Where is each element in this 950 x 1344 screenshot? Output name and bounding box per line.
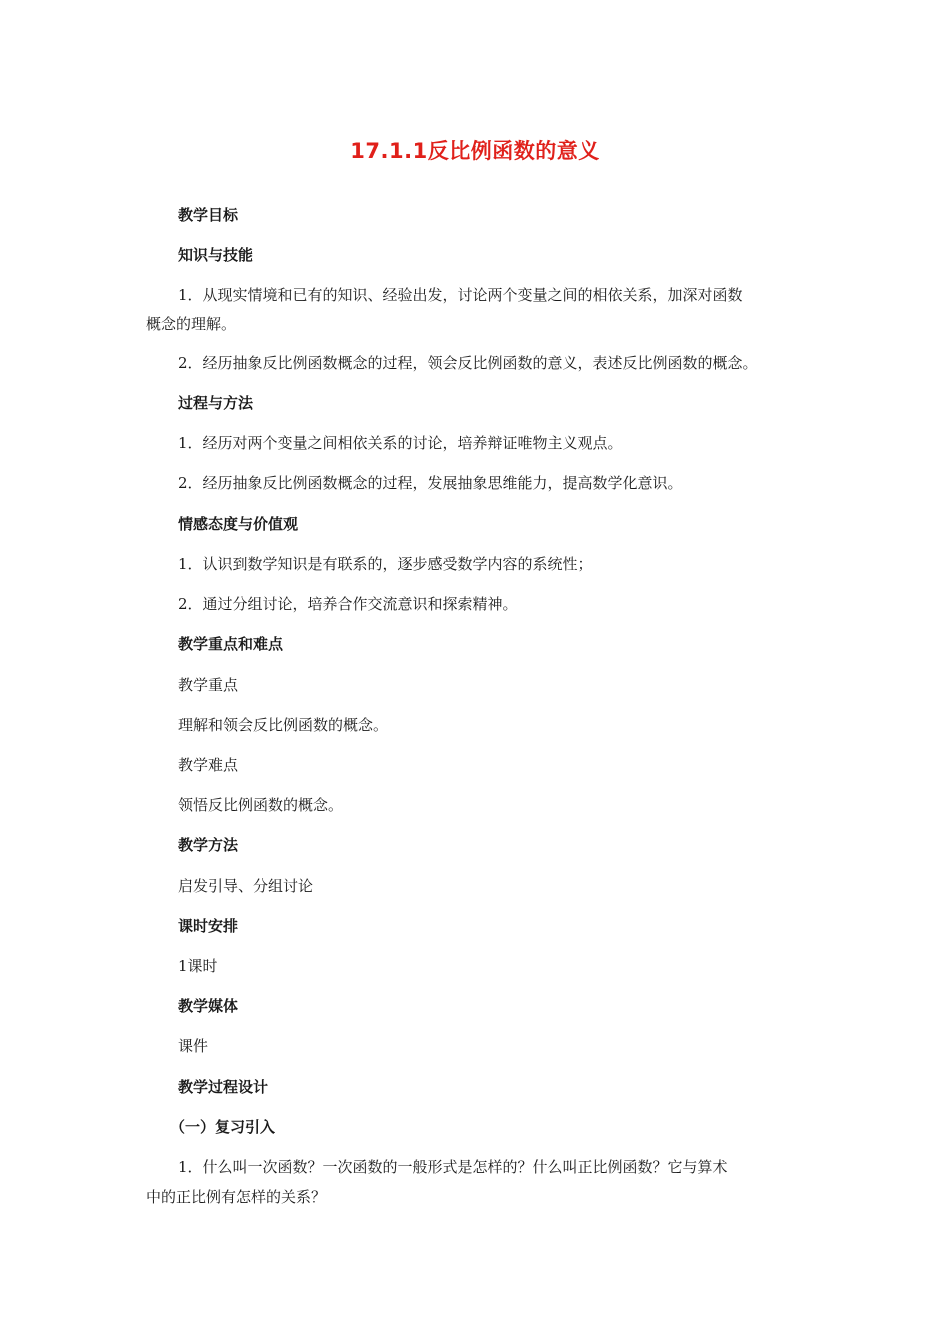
paragraph-emotion-2: 2．通过分组讨论，培养合作交流意识和探索精神。 [178,595,518,613]
paragraph-knowledge-1-cont: 概念的理解。 [146,315,237,333]
heading-teaching-method: 教学方法 [178,836,239,854]
heading-knowledge-skills: 知识与技能 [178,246,254,264]
heading-review-intro: （一）复习引入 [170,1118,276,1136]
heading-process-design: 教学过程设计 [178,1078,269,1096]
paragraph-emotion-1: 1．认识到数学知识是有联系的，逐步感受数学内容的系统性； [178,555,593,573]
heading-emotion-values: 情感态度与价值观 [178,515,299,533]
heading-schedule: 课时安排 [178,917,239,935]
text-key-point: 理解和领会反比例函数的概念。 [178,716,389,734]
text-schedule: 1课时 [178,957,218,975]
heading-process-methods: 过程与方法 [178,394,254,412]
paragraph-review-1: 1．什么叫一次函数？一次函数的一般形式是怎样的？什么叫正比例函数？它与算术 [178,1158,728,1176]
paragraph-review-1-cont: 中的正比例有怎样的关系？ [146,1188,327,1206]
page-title: 17.1.1反比例函数的意义 [350,139,600,163]
text-media: 课件 [178,1037,209,1055]
paragraph-process-1: 1．经历对两个变量之间相依关系的讨论，培养辩证唯物主义观点。 [178,434,623,452]
heading-media: 教学媒体 [178,997,239,1015]
paragraph-process-2: 2．经历抽象反比例函数概念的过程，发展抽象思维能力，提高数学化意识。 [178,474,683,492]
text-teaching-method: 启发引导、分组讨论 [178,877,314,895]
text-difficult-point: 领悟反比例函数的概念。 [178,796,344,814]
heading-key-difficult: 教学重点和难点 [178,635,284,653]
label-key-point: 教学重点 [178,676,239,694]
label-difficult-point: 教学难点 [178,756,239,774]
paragraph-knowledge-2: 2．经历抽象反比例函数概念的过程，领会反比例函数的意义，表述反比例函数的概念。 [178,354,758,372]
paragraph-knowledge-1: 1．从现实情境和已有的知识、经验出发，讨论两个变量之间的相依关系，加深对函数 [178,286,743,304]
heading-teaching-goals: 教学目标 [178,206,239,224]
